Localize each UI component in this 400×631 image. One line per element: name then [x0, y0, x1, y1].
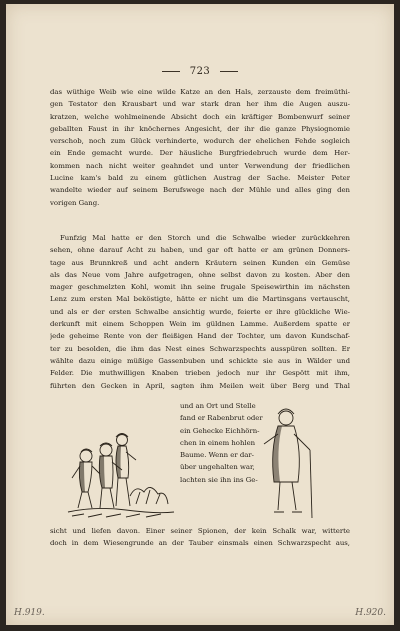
- paragraph-1: [50, 86, 350, 209]
- text-line: sicht und liefen davon. Einer seiner Spionen, der kein Schalk war, witterte: [50, 527, 350, 535]
- header-rule-left: [162, 71, 180, 72]
- text-line: und an Ort und Stelle: [180, 402, 256, 410]
- text-line: wählte dazu einige müßige Gassenbuben und schickte sie aus in Wälder und: [50, 356, 350, 365]
- text-line: kommen nach nicht weiter geahndet und unter Verwendung der friedlichen: [50, 161, 350, 170]
- text-line: jede geheime Rente von der fleißigen Hand der Tochter, um davon Kundschaf-: [50, 332, 350, 341]
- text-line: wandelte wieder auf seinem Berufswege nach der Mühle und alles ging den: [50, 186, 350, 195]
- text-line: derkunft mit einem Schoppen Wein im güldnen Lamme. Außerdem spatte er: [50, 320, 350, 329]
- text-line: Funfzig Mal hatte er den Storch und die Schwalbe wieder zurückkehren: [60, 234, 350, 242]
- text-line: verschob, noch zum Glück verhinderte, wodurch der ehelichen Fehde sogleich: [50, 137, 350, 146]
- final-text: [50, 525, 350, 550]
- text-line: ein Geheckе Eichhörn-: [180, 426, 260, 435]
- text-line: kratzen, welche wohlmeinende Absicht doch ein kräftiger Bombenwurf seiner: [50, 112, 350, 121]
- text-line: doch in dem Wiesengrunde an der Tauber einsmals einen Schwarzspecht aus,: [50, 539, 350, 548]
- text-line: tage aus Brunnkreß und acht andern Kräutern seinen Kunden ein Gemüse: [50, 258, 350, 267]
- text-line: mager geschmelzten Kohl, womit ihn seine frugale Speisewirthin im nächsten: [50, 283, 350, 292]
- text-line: ter zu besolden, die ihm das Nest eines Schwarzspechts ausspüren sollten. Er: [50, 344, 350, 353]
- text-line: über ungehalten war,: [180, 463, 255, 472]
- text-line: vorigen Gang.: [50, 198, 100, 207]
- margin-note-left: H.919.: [14, 608, 45, 618]
- text-line: chen in einem hohlen: [180, 438, 256, 447]
- text-line: Baume. Wenn er dar-: [180, 451, 254, 460]
- text-line: fand er Rabenbrut oder: [180, 414, 263, 423]
- text-line: Felder. Die muthwilligen Knaben trieben jedoch nur ihr Gespött mit ihm,: [50, 369, 350, 378]
- text-line: Lucine kam's bald zu einem gütlichen Austrag der Sache. Meister Peter: [50, 174, 350, 183]
- margin-note-right: H.920.: [355, 608, 386, 618]
- wrapped-text: [180, 400, 350, 486]
- text-line: führten den Gecken in April, sagten ihm Meilen weit über Berg und Thal: [50, 381, 350, 390]
- text-line: Lenz zum ersten Mal beköstigte, hätte er nicht um die Martinsgans vertauscht,: [50, 295, 350, 304]
- text-line: gen Testator den Krausbart und war stark dran her ihm die Augen auszu-: [50, 100, 350, 109]
- text-line: lachten sie ihn ins Ge-: [180, 475, 258, 484]
- text-line: geballten Faust in ihr knöchernes Angesicht, der ihr die ganze Physiognomie: [50, 124, 350, 133]
- text-line: ein Ende gemacht wurde. Der häusliche Burgfriedebruch wurde dem Her-: [50, 149, 350, 158]
- page-number: 723: [189, 66, 211, 77]
- text-line: als das Neue vom Jahre aufgetragen, ohne selbst davon zu kosten. Aber den: [50, 270, 350, 279]
- text-line: und als er der ersten Schwalbe ansichtig wurde, feierte er ihre glückliche Wie-: [50, 307, 350, 316]
- page-header: [6, 66, 394, 77]
- text-line: das wüthige Weib wie eine wilde Katze an den Hals, zerzauste dem freimüthi-: [50, 88, 350, 96]
- book-page: [6, 4, 394, 625]
- text-line: sehen, ohne darauf Acht zu haben, und gar oft hatte er am grünen Donners-: [50, 246, 350, 255]
- paragraph-2: [50, 232, 350, 392]
- woodcut-illustration: [66, 400, 176, 522]
- header-rule-right: [220, 71, 238, 72]
